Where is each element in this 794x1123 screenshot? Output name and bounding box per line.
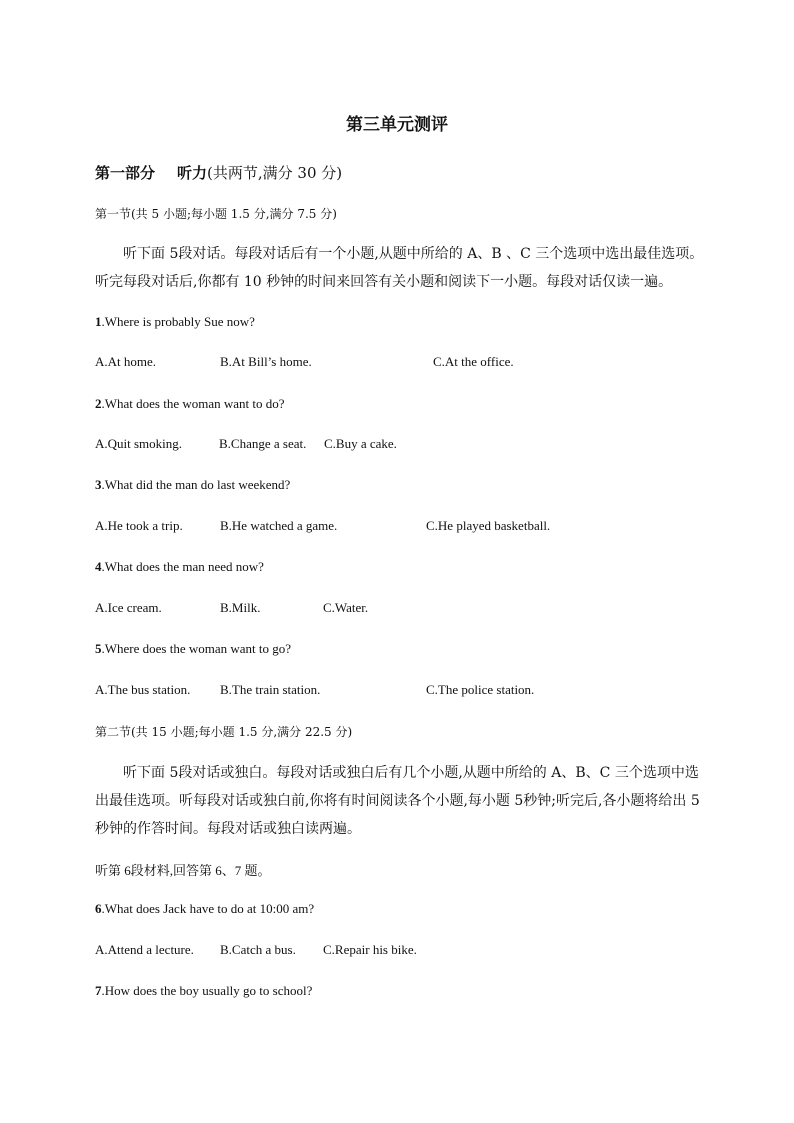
question-7 bbox=[95, 983, 312, 999]
option-5b: B.The train station. bbox=[220, 682, 321, 697]
question-number: 1 bbox=[95, 314, 102, 329]
option-4a: A.Ice cream. bbox=[95, 600, 162, 615]
option-1c: C.At the office. bbox=[433, 354, 514, 369]
question-number: 7 bbox=[95, 983, 102, 998]
material-note: 听第 6段材料,回答第 6、7 题。 bbox=[95, 863, 271, 878]
part-info: (共两节,满分 30 分) bbox=[207, 164, 343, 182]
section2-heading: 第二节(共 15 小题;每小题 1.5 分,满分 22.5 分) bbox=[95, 725, 353, 739]
question-number: 6 bbox=[95, 901, 102, 916]
section1-instructions-2: 听完每段对话后,你都有 10 秒钟的时间来回答有关小题和阅读下一小题。每段对话仅读一遍。 bbox=[95, 274, 673, 290]
question-4 bbox=[95, 559, 264, 575]
option-6b: B.Catch a bus. bbox=[220, 942, 296, 957]
section2-instructions-3: 秒钟的作答时间。每段对话或独白读两遍。 bbox=[95, 821, 361, 837]
question-1 bbox=[95, 314, 255, 330]
question-text: .What does the man need now? bbox=[101, 559, 264, 574]
question-5 bbox=[95, 641, 291, 657]
option-4b: B.Milk. bbox=[220, 600, 261, 615]
option-2c: C.Buy a cake. bbox=[324, 436, 397, 451]
option-5c: C.The police station. bbox=[426, 682, 535, 697]
part-heading bbox=[95, 162, 342, 183]
question-text: .What did the man do last weekend? bbox=[101, 477, 291, 492]
option-5a: A.The bus station. bbox=[95, 682, 191, 697]
part-title: 听力 bbox=[177, 164, 208, 182]
page-title: 第三单元测评 bbox=[346, 115, 448, 135]
part-name: 第一部分 bbox=[95, 164, 156, 182]
section2-instructions-1: 听下面 5段对话或独白。每段对话或独白后有几个小题,从题中所给的 A、B、C 三个选项中选 bbox=[123, 765, 699, 781]
question-2 bbox=[95, 396, 285, 412]
option-2a: A.Quit smoking. bbox=[95, 436, 183, 451]
question-3 bbox=[95, 477, 290, 493]
option-6a: A.Attend a lecture. bbox=[95, 942, 194, 957]
question-number: 5 bbox=[95, 641, 102, 656]
question-text: .Where is probably Sue now? bbox=[101, 314, 255, 329]
option-3a: A.He took a trip. bbox=[95, 518, 183, 533]
question-number: 4 bbox=[95, 559, 102, 574]
question-6 bbox=[95, 901, 314, 917]
option-1b: B.At Bill’s home. bbox=[220, 354, 312, 369]
question-text: .What does the woman want to do? bbox=[101, 396, 285, 411]
option-3b: B.He watched a game. bbox=[220, 518, 338, 533]
option-6c: C.Repair his bike. bbox=[323, 942, 417, 957]
option-4c: C.Water. bbox=[323, 600, 369, 615]
option-1a: A.At home. bbox=[95, 354, 157, 369]
question-text: .What does Jack have to do at 10:00 am? bbox=[101, 901, 315, 916]
section2-instructions-2: 出最佳选项。听每段对话或独白前,你将有时间阅读各个小题,每小题 5秒钟;听完后,各小题将给出 5 bbox=[95, 793, 700, 809]
question-number: 3 bbox=[95, 477, 102, 492]
option-2b: B.Change a seat. bbox=[219, 436, 307, 451]
option-3c: C.He played basketball. bbox=[426, 518, 551, 533]
question-number: 2 bbox=[95, 396, 102, 411]
section1-heading: 第一节(共 5 小题;每小题 1.5 分,满分 7.5 分) bbox=[95, 207, 337, 221]
question-text: .How does the boy usually go to school? bbox=[101, 983, 313, 998]
section1-instructions-1: 听下面 5段对话。每段对话后有一个小题,从题中所给的 A、B 、C 三个选项中选出最佳选项。 bbox=[123, 246, 704, 262]
question-text: .Where does the woman want to go? bbox=[101, 641, 292, 656]
